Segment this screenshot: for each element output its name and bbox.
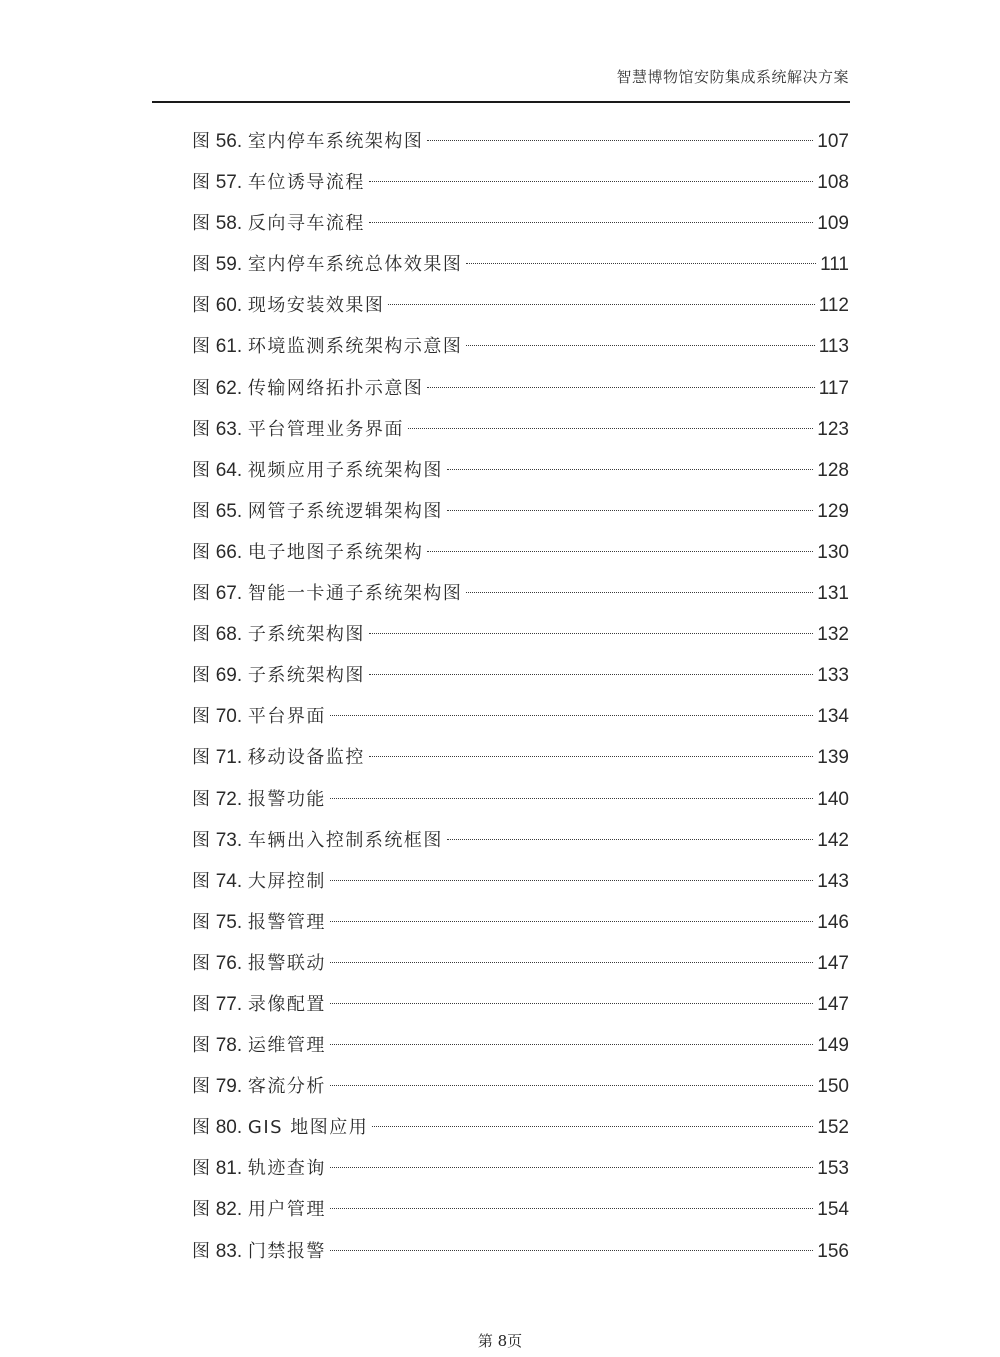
toc-entry-number: 78. (215, 1035, 243, 1057)
toc-entry-page: 130 (817, 541, 849, 563)
toc-entry-number: 79. (215, 1076, 243, 1098)
toc-entry[interactable] (192, 1025, 849, 1066)
toc-entry-title: 门禁报警 (247, 1240, 326, 1262)
toc-entry-page: 139 (817, 747, 849, 769)
toc-entry-title: 录像配置 (247, 993, 326, 1015)
dot-leader (330, 1167, 813, 1168)
toc-entry-page: 149 (817, 1035, 849, 1057)
toc-entry[interactable] (192, 450, 849, 491)
dot-leader (427, 387, 814, 388)
toc-entry-label (192, 450, 248, 491)
toc-entry-title: 轨迹查询 (247, 1158, 326, 1180)
toc-entry-number: 83. (215, 1240, 243, 1262)
toc-entry-label (192, 532, 248, 573)
toc-entry[interactable] (192, 1231, 849, 1272)
toc-entry-number: 82. (215, 1199, 243, 1221)
toc-entry-number: 62. (215, 377, 243, 399)
toc-entry-page: 129 (817, 500, 849, 522)
toc-entry-title: 报警功能 (247, 788, 326, 810)
toc-entry-page: 153 (817, 1158, 849, 1180)
toc-entry-label (192, 1231, 248, 1272)
toc-entry-title: 环境监测系统架构示意图 (247, 336, 463, 358)
toc-entry[interactable] (192, 326, 849, 367)
toc-entry-prefix: 图 (192, 747, 216, 769)
header-rule (152, 101, 850, 103)
toc-entry-prefix: 图 (192, 665, 216, 687)
toc-entry[interactable] (192, 779, 849, 820)
toc-entry[interactable] (192, 573, 849, 614)
toc-entry-page: 150 (817, 1076, 849, 1098)
toc-entry-label (192, 779, 248, 820)
toc-entry[interactable] (192, 820, 849, 861)
toc-entry-prefix: 图 (192, 131, 216, 152)
toc-entry-page: 146 (817, 911, 849, 933)
toc-entry-title: 传输网络拓扑示意图 (247, 377, 424, 399)
toc-entry[interactable] (192, 162, 849, 203)
toc-entry-title: 平台管理业务界面 (247, 418, 404, 440)
toc-entry-label (192, 861, 248, 902)
toc-entry-prefix: 图 (192, 1076, 216, 1098)
toc-entry-prefix: 图 (192, 829, 216, 851)
toc-entry-title: 智能一卡通子系统架构图 (247, 583, 463, 605)
toc-entry-page: 131 (817, 583, 849, 605)
toc-entry[interactable] (192, 696, 849, 737)
toc-entry-title: 运维管理 (247, 1035, 326, 1057)
toc-entry-label (192, 1189, 248, 1230)
toc-entry-page: 117 (818, 377, 849, 399)
toc-entry-number: 56. (215, 131, 243, 152)
toc-entry-page: 142 (817, 829, 849, 851)
toc-entry-title: 用户管理 (247, 1199, 326, 1221)
toc-entry-number: 65. (215, 500, 243, 522)
toc-entry-page: 134 (817, 706, 849, 728)
toc-entry-number: 68. (215, 624, 243, 646)
toc-entry-number: 70. (215, 706, 243, 728)
toc-entry-title: 报警联动 (247, 952, 326, 974)
toc-entry[interactable] (192, 1189, 849, 1230)
toc-entry-prefix: 图 (192, 336, 216, 358)
toc-entry[interactable] (192, 285, 849, 326)
toc-entry-label (192, 1148, 248, 1189)
toc-entry[interactable] (192, 491, 849, 532)
toc-entry-prefix: 图 (192, 1035, 216, 1057)
toc-entry-label (192, 1066, 248, 1107)
toc-entry-page: 147 (817, 993, 849, 1015)
toc-entry-prefix: 图 (192, 583, 216, 605)
toc-entry-number: 58. (215, 213, 243, 235)
dot-leader (369, 181, 813, 182)
dot-leader (330, 962, 813, 963)
toc-entry-page: 107 (817, 131, 849, 152)
toc-entry-number: 66. (215, 541, 243, 563)
toc-entry[interactable] (192, 203, 849, 244)
toc-entry-prefix: 图 (192, 254, 216, 276)
dot-leader (447, 839, 813, 840)
dot-leader (447, 510, 813, 511)
dot-leader (372, 1126, 813, 1127)
dot-leader (330, 1003, 813, 1004)
dot-leader (330, 921, 813, 922)
toc-entry[interactable] (192, 655, 849, 696)
toc-entry-label (192, 1107, 248, 1148)
toc-entry-label (192, 409, 248, 450)
dot-leader (330, 880, 813, 881)
toc-entry-number: 61. (215, 336, 243, 358)
toc-entry-number: 72. (215, 788, 243, 810)
toc-entry-label (192, 943, 248, 984)
toc-entry-label (192, 737, 248, 778)
toc-entry-prefix: 图 (192, 418, 216, 440)
toc-entry-prefix: 图 (192, 870, 216, 892)
toc-entry-prefix: 图 (192, 213, 216, 235)
toc-entry[interactable] (192, 614, 849, 655)
toc-entry-prefix: 图 (192, 541, 216, 563)
toc-entry-title: 车位诱导流程 (247, 172, 365, 194)
toc-entry-number: 63. (215, 418, 243, 440)
dot-leader (369, 633, 813, 634)
toc-entry-page: 111 (820, 254, 849, 276)
toc-entry-number: 57. (215, 172, 243, 194)
toc-entry-prefix: 图 (192, 172, 216, 194)
figure-list (192, 121, 849, 1272)
running-header: 智慧博物馆安防集成系统解决方案 (616, 68, 849, 86)
toc-entry-label (192, 368, 248, 409)
page-number: 第 8页 (477, 1332, 523, 1350)
toc-entry-label (192, 655, 248, 696)
toc-entry-label (192, 162, 248, 203)
toc-entry-prefix: 图 (192, 952, 216, 974)
toc-entry-title: 子系统架构图 (247, 624, 365, 646)
toc-entry-prefix: 图 (192, 993, 216, 1015)
toc-entry-title: 子系统架构图 (247, 665, 365, 687)
toc-entry-prefix: 图 (192, 1158, 216, 1180)
toc-entry[interactable] (192, 943, 849, 984)
toc-entry-title: 室内停车系统总体效果图 (247, 254, 463, 276)
toc-entry-label (192, 203, 248, 244)
toc-entry-number: 74. (215, 870, 243, 892)
toc-entry-title: 平台界面 (247, 706, 326, 728)
toc-entry-prefix: 图 (192, 377, 216, 399)
toc-entry[interactable] (192, 368, 849, 409)
toc-entry-label (192, 984, 248, 1025)
toc-entry-page: 156 (817, 1240, 849, 1262)
toc-entry-page: 143 (817, 870, 849, 892)
toc-entry-prefix: 图 (192, 295, 216, 317)
toc-entry-number: 73. (215, 829, 243, 851)
toc-entry[interactable] (192, 1066, 849, 1107)
toc-entry-title: 车辆出入控制系统框图 (247, 829, 443, 851)
toc-entry-number: 71. (215, 747, 243, 769)
toc-entry-number: 60. (215, 295, 243, 317)
toc-entry-prefix: 图 (192, 1199, 216, 1221)
toc-entry-number: 64. (215, 459, 243, 481)
toc-entry-title: GIS 地图应用 (247, 1117, 369, 1139)
toc-entry-prefix: 图 (192, 1117, 216, 1139)
toc-entry-label (192, 491, 248, 532)
toc-entry-title: 报警管理 (247, 911, 326, 933)
toc-entry-number: 69. (215, 665, 243, 687)
toc-entry-title: 网管子系统逻辑架构图 (247, 500, 443, 522)
dot-leader (369, 756, 813, 757)
toc-entry-number: 81. (215, 1158, 243, 1180)
toc-entry-page: 128 (817, 459, 849, 481)
toc-entry-page: 147 (817, 952, 849, 974)
toc-entry-number: 75. (215, 911, 243, 933)
toc-entry-number: 76. (215, 952, 243, 974)
toc-entry[interactable] (192, 121, 849, 162)
toc-entry-number: 59. (215, 254, 243, 276)
dot-leader (330, 1208, 813, 1209)
toc-entry-number: 77. (215, 993, 243, 1015)
toc-entry-number: 80. (215, 1117, 243, 1139)
dot-leader (466, 345, 814, 346)
dot-leader (466, 263, 816, 264)
dot-leader (447, 469, 813, 470)
dot-leader (330, 715, 813, 716)
dot-leader (427, 551, 813, 552)
toc-entry-page: 152 (817, 1117, 849, 1139)
toc-entry[interactable] (192, 902, 849, 943)
dot-leader (427, 140, 813, 141)
toc-entry-label (192, 696, 248, 737)
toc-entry-title: 现场安装效果图 (247, 295, 385, 317)
toc-entry-prefix: 图 (192, 911, 216, 933)
toc-entry-page: 133 (817, 665, 849, 687)
toc-entry-label (192, 121, 248, 162)
toc-entry-label (192, 1025, 248, 1066)
toc-entry-label (192, 820, 248, 861)
toc-entry-title: 室内停车系统架构图 (247, 131, 424, 152)
toc-entry-page: 154 (817, 1199, 849, 1221)
toc-entry-title: 大屏控制 (247, 870, 326, 892)
toc-entry-page: 112 (818, 295, 849, 317)
dot-leader (466, 592, 813, 593)
toc-entry-title: 客流分析 (247, 1076, 326, 1098)
toc-entry[interactable] (192, 861, 849, 902)
toc-entry-title: 反向寻车流程 (247, 213, 365, 235)
dot-leader (388, 304, 814, 305)
toc-entry[interactable] (192, 1148, 849, 1189)
toc-entry-prefix: 图 (192, 1240, 216, 1262)
dot-leader (330, 798, 813, 799)
toc-entry-page: 108 (817, 172, 849, 194)
dot-leader (330, 1085, 813, 1086)
toc-entry-prefix: 图 (192, 706, 216, 728)
toc-entry-label (192, 326, 248, 367)
toc-entry-prefix: 图 (192, 500, 216, 522)
toc-entry[interactable] (192, 737, 849, 778)
dot-leader (330, 1250, 813, 1251)
toc-entry-page: 140 (817, 788, 849, 810)
toc-entry-prefix: 图 (192, 459, 216, 481)
toc-entry-label (192, 902, 248, 943)
toc-entry-title: 电子地图子系统架构 (247, 541, 424, 563)
toc-entry-label (192, 285, 248, 326)
dot-leader (369, 674, 813, 675)
toc-entry-prefix: 图 (192, 788, 216, 810)
toc-entry[interactable] (192, 244, 849, 285)
toc-entry[interactable] (192, 984, 849, 1025)
toc-entry-number: 67. (215, 583, 243, 605)
toc-entry-title: 移动设备监控 (247, 747, 365, 769)
dot-leader (369, 222, 813, 223)
dot-leader (408, 428, 813, 429)
dot-leader (330, 1044, 813, 1045)
toc-entry[interactable] (192, 532, 849, 573)
toc-entry[interactable] (192, 409, 849, 450)
toc-entry-page: 113 (818, 336, 849, 358)
toc-entry-title: 视频应用子系统架构图 (247, 459, 443, 481)
toc-entry-page: 132 (817, 624, 849, 646)
toc-entry-label (192, 614, 248, 655)
toc-entry-prefix: 图 (192, 624, 216, 646)
toc-entry[interactable] (192, 1107, 849, 1148)
toc-entry-page: 109 (817, 213, 849, 235)
toc-entry-page: 123 (817, 418, 849, 440)
toc-entry-label (192, 573, 248, 614)
toc-entry-label (192, 244, 248, 285)
